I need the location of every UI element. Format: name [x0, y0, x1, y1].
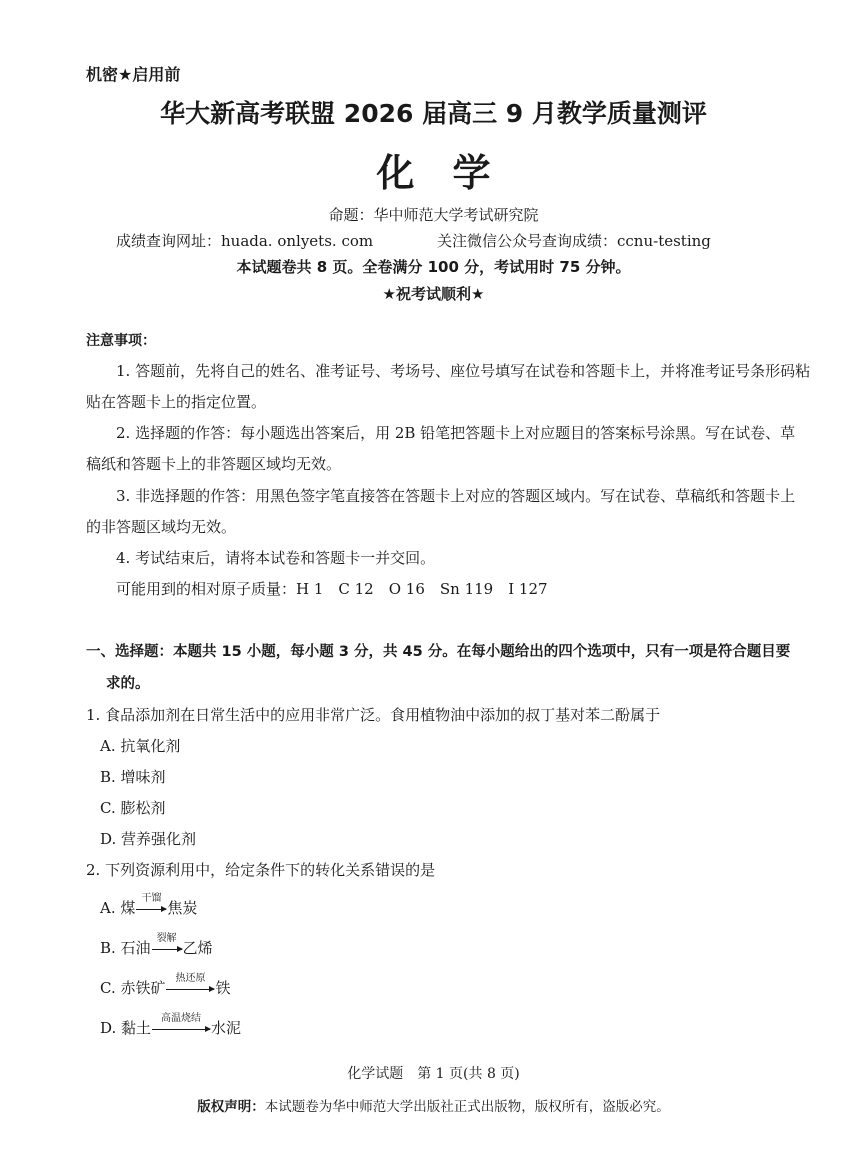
q2-option-d-product: 水泥: [211, 1019, 242, 1037]
q1-option-c: C. 膨松剂: [100, 799, 166, 817]
reaction-arrow: [135, 893, 167, 917]
query-website: 成绩查询网址：huada. onlyets. com: [116, 232, 374, 250]
q2-option-d-reactant: D. 黏土: [100, 1019, 152, 1037]
exam-wish: ★祝考试顺利★: [382, 285, 485, 303]
page-footer: 化学试题 第 1 页(共 8 页): [347, 1066, 520, 1082]
q2-option-a-product: 焦炭: [167, 899, 198, 917]
q2-option-b-reactant: B. 石油: [100, 939, 151, 957]
section-1-heading: 一、选择题：本题共 15 小题，每小题 3 分，共 45 分。在每小题给出的四个选项中，只有一项是符合题目要: [86, 644, 791, 660]
exam-info: 本试题卷共 8 页。全卷满分 100 分，考试用时 75 分钟。: [236, 258, 631, 276]
reaction-arrow: [151, 933, 183, 957]
reaction-condition: 干馏: [141, 893, 162, 904]
copyright-notice: [0, 1095, 867, 1115]
q2-option-b-product: 乙烯: [182, 939, 213, 957]
subject-title: 化 学: [376, 151, 491, 195]
note-3-line-2: 的非答题区域均无效。: [86, 518, 237, 536]
q2-option-c: [100, 973, 231, 998]
q2-option-b: [100, 933, 213, 958]
reaction-condition: 裂解: [156, 933, 177, 944]
copyright-text: 本试题卷为华中师范大学出版社正式出版物，版权所有，盗版必究。: [264, 1099, 670, 1115]
reaction-arrow: [151, 1013, 211, 1037]
copyright-label: 版权声明：: [197, 1099, 265, 1115]
note-3-line-1: 3. 非选择题的作答：用黑色签字笔直接答在答题卡上对应的答题区域内。写在试卷、草稿纸和答题卡上: [116, 487, 796, 505]
query-wechat: 关注微信公众号查询成绩：ccnu-testing: [437, 232, 711, 250]
q2-stem: 2. 下列资源利用中，给定条件下的转化关系错误的是: [86, 861, 436, 879]
q2-option-a: [100, 893, 198, 918]
q1-option-a: A. 抗氧化剂: [100, 737, 181, 755]
atomic-mass-line: 可能用到的相对原子质量：H 1 C 12 O 16 Sn 119 I 127: [116, 580, 548, 598]
note-1-line-2: 贴在答题卡上的指定位置。: [86, 393, 267, 411]
note-2-line-2: 稿纸和答题卡上的非答题区域均无效。: [86, 455, 342, 473]
q2-option-d: [100, 1013, 242, 1038]
reaction-condition: 高温烧结: [161, 1013, 202, 1024]
q1-option-d: D. 营养强化剂: [100, 830, 197, 848]
note-4: 4. 考试结束后，请将本试卷和答题卡一并交回。: [116, 549, 436, 567]
note-1-line-1: 1. 答题前，先将自己的姓名、准考证号、考场号、座位号填写在试卷和答题卡上，并将准考证号条形码粘: [116, 362, 811, 380]
exam-title: 华大新高考联盟 2026 届高三 9 月教学质量测评: [160, 99, 707, 128]
author-line: 命题：华中师范大学考试研究院: [328, 206, 539, 224]
q1-option-b: B. 增味剂: [100, 768, 166, 786]
notes-heading: 注意事项：: [86, 333, 156, 349]
q2-option-c-reactant: C. 赤铁矿: [100, 979, 166, 997]
confidential-mark: 机密★启用前: [86, 65, 181, 84]
reaction-condition: 热还原: [175, 973, 206, 984]
q1-stem: 1. 食品添加剂在日常生活中的应用非常广泛。食用植物油中添加的叔丁基对苯二酚属于: [86, 706, 661, 724]
q2-option-c-product: 铁: [215, 979, 231, 997]
note-2-line-1: 2. 选择题的作答：每小题选出答案后，用 2B 铅笔把答题卡上对应题目的答案标号涂黑。写在试卷、草: [116, 424, 796, 442]
reaction-arrow: [165, 973, 215, 997]
q2-option-a-reactant: A. 煤: [100, 899, 136, 917]
section-1-heading-cont: 求的。: [106, 676, 150, 692]
